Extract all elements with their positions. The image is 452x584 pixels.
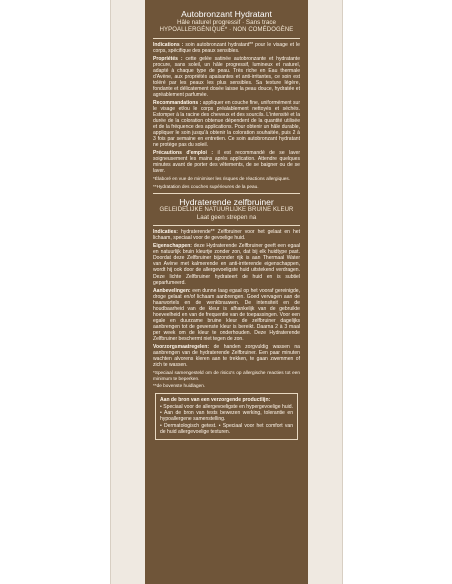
fr-subtitle: Hâle naturel progressif · Sans trace <box>176 19 277 26</box>
fold-line-left <box>110 0 111 584</box>
nl-divider <box>153 225 300 226</box>
fold-line-right <box>342 0 343 584</box>
nl-box-item-1: • Speciaal voor de allergevoeligste en hypergevoelige huid. • Aan de bron van tests bewezen werking, tolerantie en hypoallergene samenstelling. <box>160 404 293 423</box>
nl-note-1: *Speciaal samengesteld om de risico's op allergische reacties tot een minimum te beperken. <box>153 370 300 381</box>
nl-aanbevelingen: Aanbevelingen: een dunne laag egaal op het vooraf gereinigde, droge gelaat en/of lichaam aanbrengen. Goed vervagen aan de haarwortels en de wenkbrauwen. De intensiteit en de houdbaarheid van de kleur is afhankelijk van de gebruikte hoeveelheid en van de frequentie van de toepassingen. Voor een egale en duurzame bruine kleur de zelfbruiner dagelijks aanbrengen tot de gewenste kleur is bereikt. Daarna 2 à 3 maal per week om de kleur te onderhouden. Deze Hydraterende Zelfbruiner beschermt niet tegen de zon. <box>153 287 300 342</box>
nl-info-box <box>155 393 298 440</box>
fr-tagline: HYPOALLERGÉNIQUE* · NON COMÉDOGÈNE <box>159 27 294 33</box>
nl-voorzorgs: Voorzorgsmaatregelen: de handen zorgvuldig wassen na aanbrengen van de hydraterende Zelfbruiner. Een paar minuten wachten alvorens kleren aan te trekken, te gaan zwemmen of zich te wassen. <box>153 344 300 369</box>
nl-indicaties: Indicaties: hydraterende** Zelfbruiner voor het gelaat en het lichaam, speciaal voor de gevoelige huid. <box>153 229 301 242</box>
fr-note-1: *Élaboré en vue de minimiser les risques de réactions allergiques. <box>153 176 291 182</box>
fr-divider <box>153 38 300 39</box>
nl-tagline: Laat geen strepen na <box>196 214 257 222</box>
fr-proprietes: Propriétés : cette gelée satinée autobronzante et hydratante procure, sans soleil, un hâle progressif, lumineux et naturel, adapté à chaque type de peau. Très riche en Eau thermale d'Avène, aux propriétés apaisantes et anti-irritantes, ce soin est toléré par les peaux les plus sensibles. Sa texture légère, fondante et délicatement dosée laisse la peau douce, hydratée et agréablement parfumée. <box>153 55 301 98</box>
nl-note-2: **de bovenste huidlagen. <box>153 383 206 389</box>
nl-box-title: Aan de bron van een verzorgende productlijn: <box>160 396 271 403</box>
fr-recommandations: Recommandations : appliquer en couche fine, uniformément sur le visage et/ou le corps préalablement nettoyés et séchés. Estomper à la racine des cheveux et des sourcils. L'intensité et la durée de la coloration obtenue dépendent de la quantité utilisée et de la fréquence des applications. Pour obtenir un hâle durable, appliquer le soin jusqu'à obtenir la coloration souhaitée, puis 2 à 3 fois par semaine en entretien. Ce soin autobronzant hydratant ne protège pas du soleil. <box>153 99 301 149</box>
fr-precautions: Précautions d'emploi : il est recommandé de se laver soigneusement les mains après application. Attendre quelques minutes avant de porter des vêtements, de se baigner ou de se laver. <box>153 150 301 175</box>
right-flap <box>308 0 343 584</box>
fr-indications: Indications : soin autobronzant hydratant** pour le visage et le corps, spécifique des peaux sensibles. <box>153 41 300 54</box>
nl-box-item-2: • Dermatologisch getest. • Speciaal voor het comfort van de huid allergevoelige texturen. <box>160 423 293 436</box>
packaging-text-panel <box>145 0 308 584</box>
nl-title: Hydraterende zelfbruiner <box>179 196 274 207</box>
fr-note-2: **Hydratation des couches supérieures de la peau. <box>153 184 259 190</box>
nl-eigenschappen: Eigenschappen: deze Hydraterende Zelfbruiner geeft een egaal en natuurlijk bruin kleurtje zonder zon, dat bij elk huidtype past. Doordat deze Zelfbruiner bijzonder rijk is aan Thermaal Water van Avène met kalmerende en anti-irriterende eigenschappen, wordt hij ook door de allergevoeligste huid uitstekend verdragen. Deze lichte Zelfbruiner hydrateert de huid en is subtiel geparfumeerd. <box>153 243 300 286</box>
section-divider <box>153 193 300 194</box>
left-flap <box>110 0 145 584</box>
nl-subtitle: GELEIDELIJKE NATUURLIJKE BRUINE KLEUR <box>159 206 294 213</box>
fr-title: Autobronzant Hydratant <box>181 9 272 19</box>
